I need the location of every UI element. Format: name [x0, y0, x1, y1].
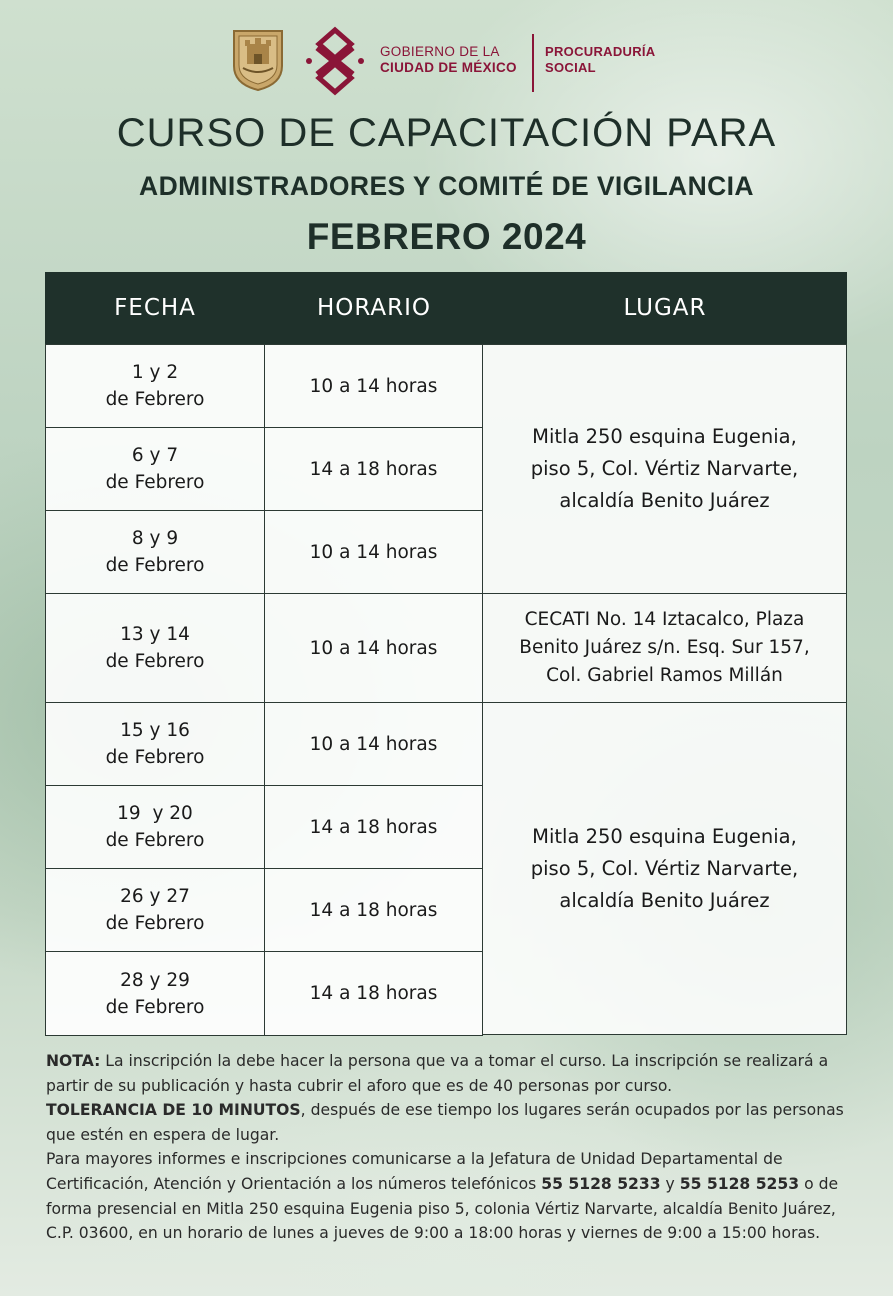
fecha-days: 26 y 27 — [120, 886, 190, 907]
lugar-mitla-1 — [482, 344, 847, 594]
header-fecha: FECHA — [114, 295, 196, 321]
fecha-month: de Febrero — [105, 472, 205, 493]
cdmx-government-logo — [305, 26, 365, 96]
fecha-days: 6 y 7 — [131, 445, 179, 466]
lugar-line-2: piso 5, Col. Vértiz Narvarte, — [530, 457, 799, 480]
table-row-5-horario: 10 a 14 horas — [264, 702, 483, 786]
fecha-month: de Febrero — [105, 747, 205, 768]
fecha-month: de Febrero — [105, 389, 205, 410]
phone-number-1: 55 5128 5233 — [541, 1174, 661, 1193]
procuraduria-social-wordmark — [545, 44, 656, 76]
fecha-month: de Febrero — [105, 555, 205, 576]
notes-section — [46, 1049, 846, 1246]
phone-number-2: 55 5128 5253 — [679, 1174, 800, 1193]
table-row-7-fecha — [45, 868, 265, 952]
table-row-7-horario: 14 a 18 horas — [264, 868, 483, 952]
title-line-1: CURSO DE CAPACITACIÓN PARA — [116, 111, 777, 155]
nota-paragraph — [46, 1049, 846, 1098]
lugar-line-3: alcaldía Benito Juárez — [559, 888, 770, 912]
info-text-3: o de forma presencial en Mitla 250 esquina Eugenia piso 5, colonia Vértiz Narvarte, alcaldía Benito Juárez, C.P. 03600, en un horario de lunes a jueves de 9:00 a 18:00 horas y viernes de 9:00 a 15:00 horas. — [46, 1174, 839, 1243]
table-row-4-horario: 10 a 14 horas — [264, 593, 483, 703]
fecha-month: de Febrero — [105, 996, 205, 1018]
fecha-days: 1 y 2 — [131, 362, 179, 383]
fecha-days: 8 y 9 — [131, 528, 179, 549]
tolerancia-label: TOLERANCIA DE 10 MINUTOS — [46, 1101, 301, 1120]
header-horario: HORARIO — [316, 295, 432, 321]
table-row-5-fecha — [45, 702, 265, 786]
lugar-line-1: Mitla 250 esquina Eugenia, — [532, 824, 797, 848]
gobierno-cdmx-wordmark — [380, 44, 517, 76]
fecha-days: 13 y 14 — [120, 624, 190, 645]
table-row-2-horario: 14 a 18 horas — [264, 427, 483, 511]
logo-divider — [532, 34, 534, 92]
lugar-line-3: Col. Gabriel Ramos Millán — [546, 665, 783, 686]
table-row-6-fecha — [45, 785, 265, 869]
table-row-3-fecha — [45, 510, 265, 594]
gobierno-line-2: CIUDAD DE MÉXICO — [380, 60, 517, 75]
fecha-days: 19 y 20 — [117, 803, 193, 824]
tolerancia-text: , después de ese tiempo los lugares serán ocupados por las personas que estén en espera de lugar. — [46, 1101, 844, 1144]
title-month: FEBRERO 2024 — [306, 216, 587, 257]
lugar-mitla-2 — [482, 702, 847, 1035]
lugar-line-1: CECATI No. 14 Iztacalco, Plaza — [524, 609, 805, 630]
procuraduria-line-1: PROCURADURÍA — [545, 44, 656, 59]
header-lugar: LUGAR — [623, 295, 707, 321]
fecha-month: de Febrero — [105, 651, 205, 672]
table-row-1-fecha — [45, 344, 265, 428]
procuraduria-line-2: SOCIAL — [545, 60, 596, 75]
table-row-8-horario: 14 a 18 horas — [264, 951, 483, 1036]
table-row-8-fecha — [45, 951, 265, 1036]
header — [0, 26, 893, 98]
info-text-1: Para mayores informes e inscripciones comunicarse a la Jefatura de Unidad Departamental de Certificación, Atención y Orientación a los números telefónicos — [46, 1150, 783, 1193]
table-row-4-fecha — [45, 593, 265, 703]
lugar-line-1: Mitla 250 esquina Eugenia, — [532, 425, 797, 448]
lugar-cecati — [482, 593, 847, 703]
nota-label: NOTA: — [46, 1052, 101, 1070]
lugar-line-2: piso 5, Col. Vértiz Narvarte, — [530, 856, 799, 880]
title-line-2: ADMINISTRADORES Y COMITÉ DE VIGILANCIA — [139, 171, 754, 201]
info-paragraph — [46, 1147, 846, 1245]
nota-text: La inscripción la debe hacer la persona que va a tomar el curso. La inscripción se realizará a partir de su publicación y hasta cubrir el aforo que es de 40 personas por curso. — [46, 1052, 829, 1095]
info-text-2: y — [660, 1174, 680, 1193]
tolerancia-paragraph — [46, 1098, 846, 1147]
table-row-2-fecha — [45, 427, 265, 511]
table-row-1-horario: 10 a 14 horas — [264, 344, 483, 428]
table-row-3-horario: 10 a 14 horas — [264, 510, 483, 594]
lugar-line-3: alcaldía Benito Juárez — [559, 489, 770, 512]
fecha-days: 15 y 16 — [120, 720, 190, 741]
table-row-6-horario: 14 a 18 horas — [264, 785, 483, 869]
fecha-days: 28 y 29 — [120, 969, 190, 991]
lugar-line-2: Benito Juárez s/n. Esq. Sur 157, — [519, 637, 810, 658]
cdmx-coat-of-arms-logo — [231, 28, 285, 92]
gobierno-line-1: GOBIERNO DE LA — [380, 44, 500, 59]
fecha-month: de Febrero — [105, 830, 205, 851]
fecha-month: de Febrero — [105, 913, 205, 934]
schedule-table-header — [45, 272, 847, 344]
